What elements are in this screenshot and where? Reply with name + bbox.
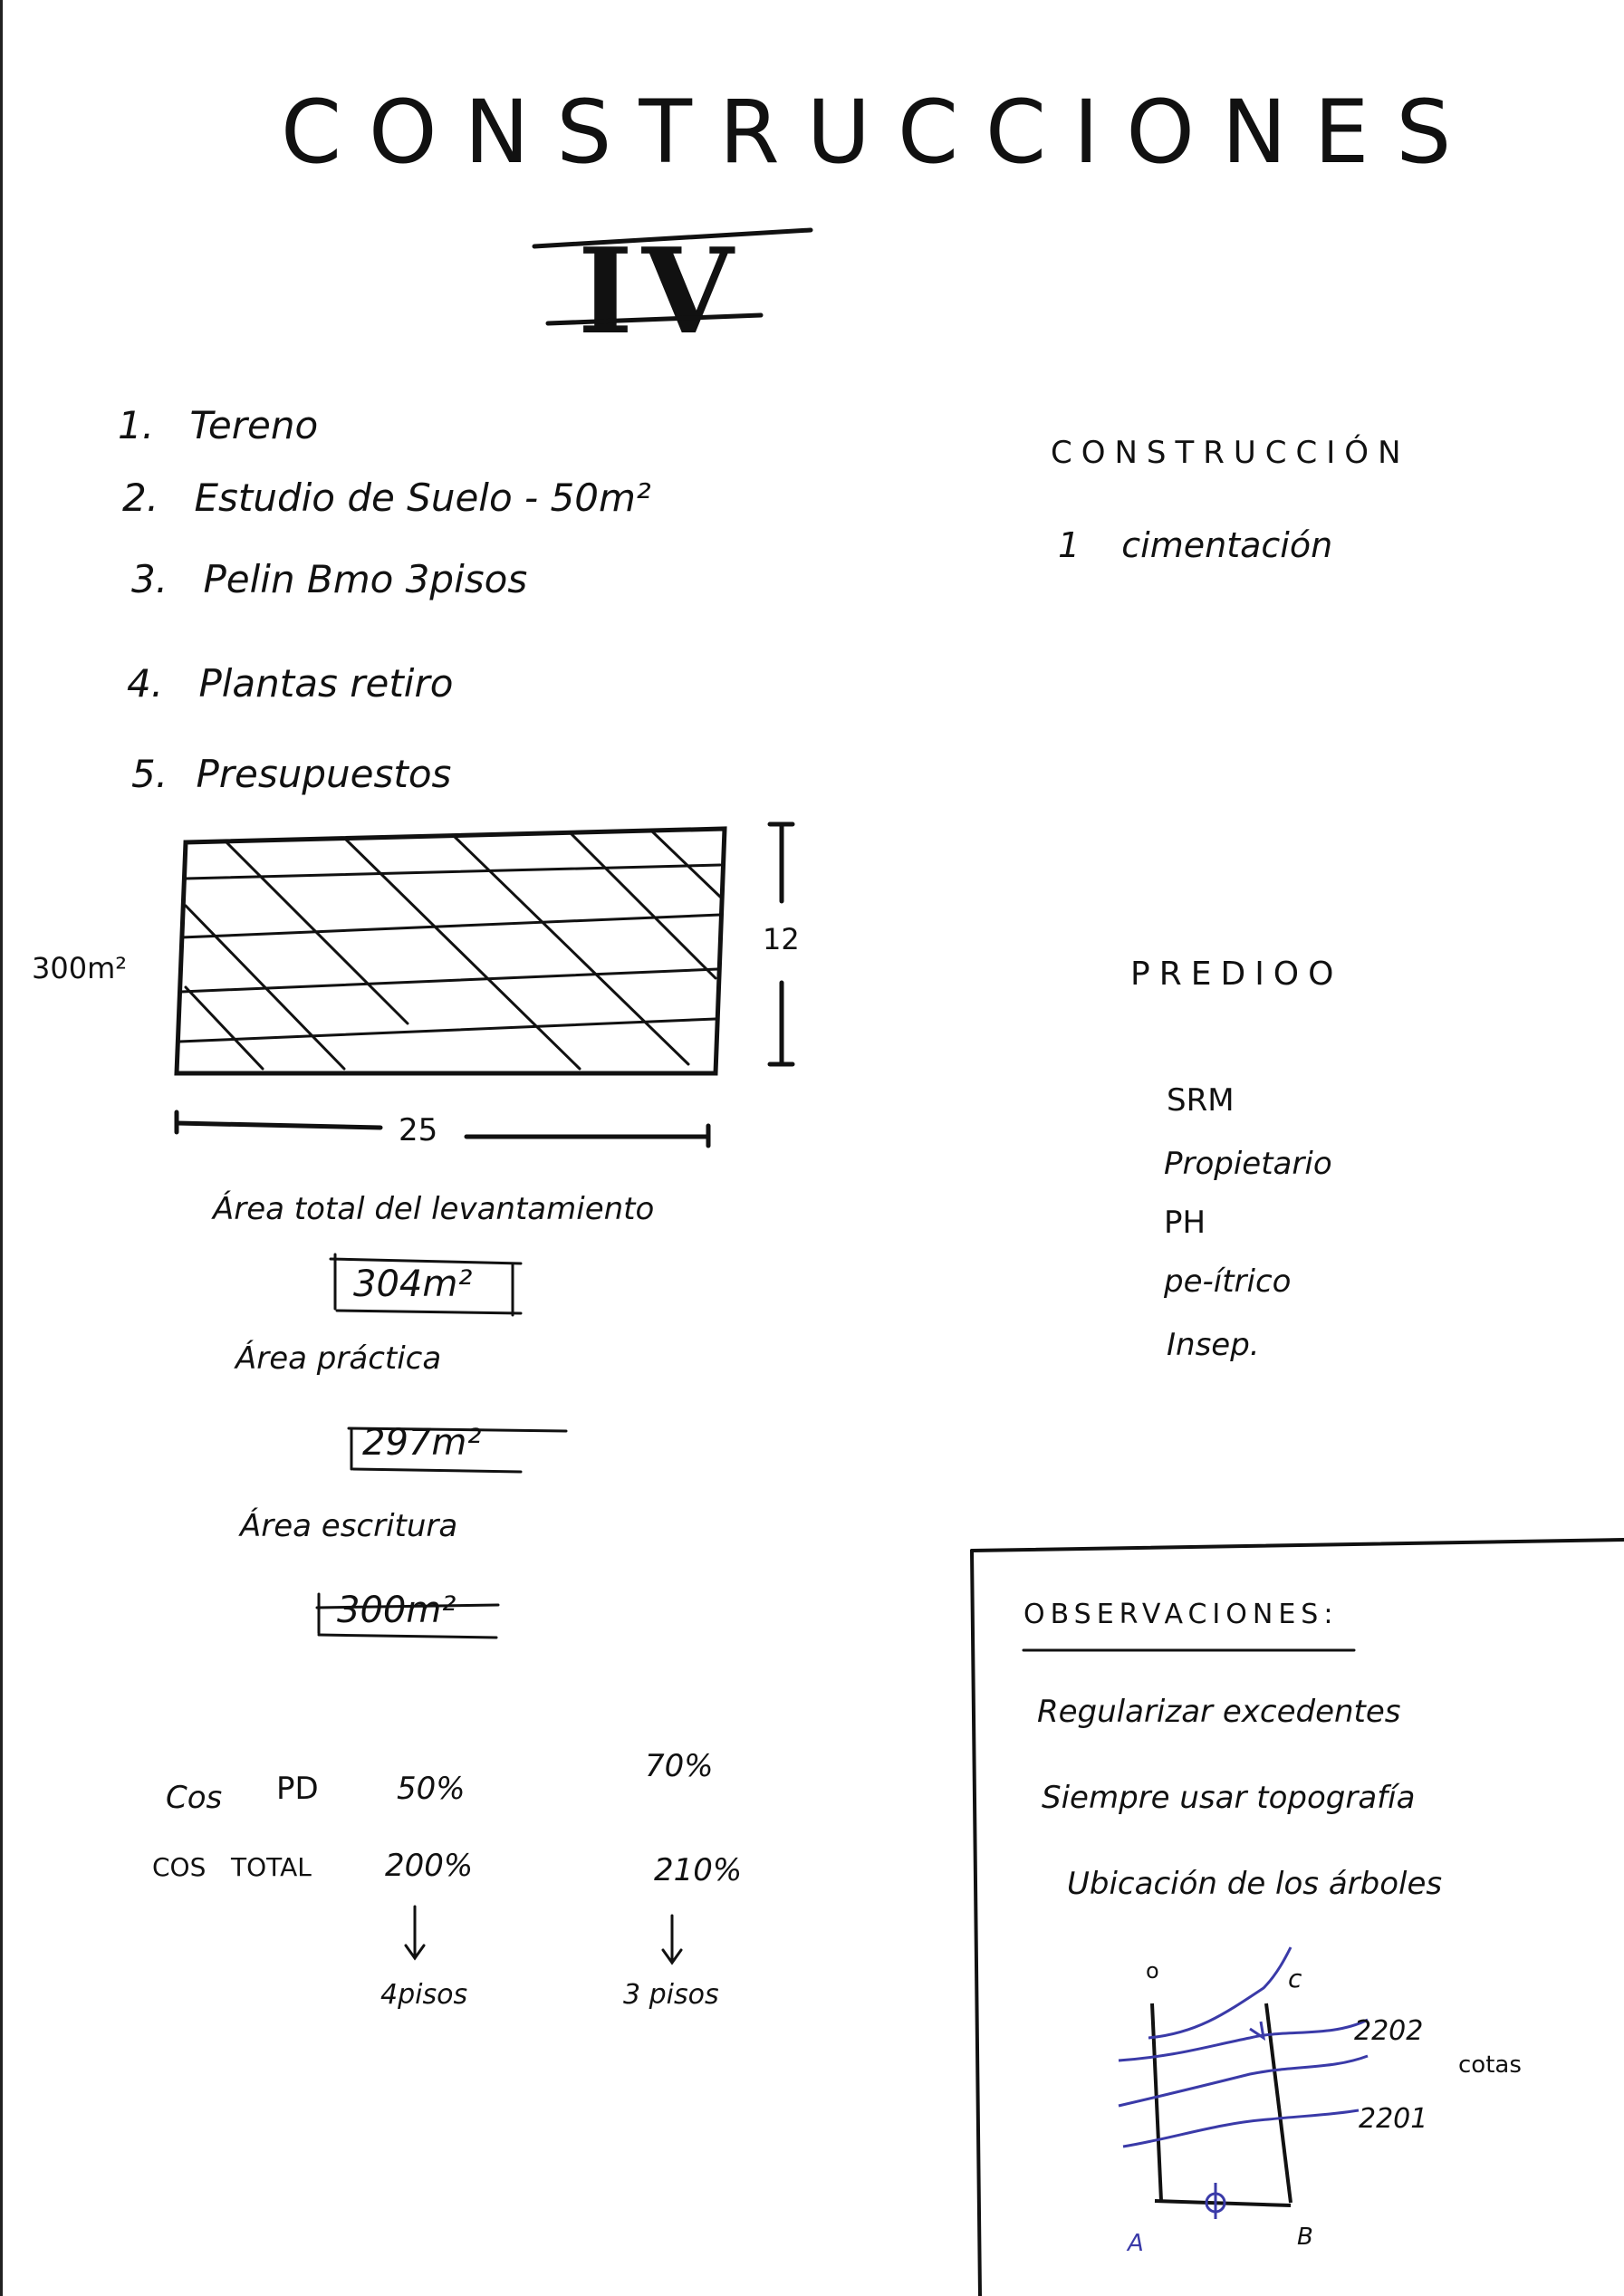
cos-pd-value1: 50%: [397, 1771, 466, 1807]
construccion-item-text: cimentación: [1121, 525, 1333, 565]
cos-result1: 4pisos: [380, 1979, 468, 2011]
list-item-number: 2.: [122, 476, 159, 520]
sketch-cota-label: cotas: [1458, 2051, 1522, 2079]
predio-item: Propietario: [1164, 1146, 1332, 1182]
area-total-value: 304m²: [353, 1263, 473, 1305]
predio-item: pe-ítrico: [1164, 1263, 1292, 1300]
sketch-label-c: c: [1288, 1964, 1302, 1993]
cos-total-value1: 200%: [385, 1848, 474, 1884]
predio-heading: PREDIOO: [1130, 956, 1343, 993]
page-subtitle: IV: [578, 222, 743, 360]
predio-item: SRM: [1167, 1082, 1235, 1119]
lot-width-label: 25: [399, 1112, 438, 1148]
sketch-label-o: o: [1146, 1958, 1159, 1984]
area-total-label: Área total del levantamiento: [213, 1191, 655, 1227]
lot-area-label: 300m²: [32, 951, 128, 985]
lot-outline: [177, 829, 725, 1073]
observacion-line: Regularizar excedentes: [1037, 1694, 1401, 1730]
area-escritura-label: Área escritura: [240, 1508, 458, 1544]
construccion-heading: CONSTRUCCIÓN: [1051, 435, 1410, 471]
cos-pd-label: Cos: [166, 1780, 223, 1816]
area-practica-value: 297m²: [362, 1422, 482, 1464]
area-escritura-value: 300m²: [337, 1590, 456, 1631]
list-item-text: Tereno: [189, 403, 319, 447]
sketch-cota2: 2201: [1359, 2103, 1428, 2135]
sketch-label-a: A: [1128, 2230, 1144, 2257]
area-practica-label: Área práctica: [235, 1340, 442, 1377]
page-title: CONSTRUCCIONES: [281, 82, 1479, 183]
sketch-cota1: 2202: [1354, 2015, 1424, 2047]
cos-total-label2: TOTAL: [231, 1852, 312, 1882]
predio-item: Insep.: [1167, 1327, 1260, 1363]
list-item-number: 3.: [131, 557, 168, 601]
list-item-number: 5.: [131, 752, 168, 796]
list-item-text: Estudio de Suelo - 50m²: [194, 476, 651, 520]
observacion-line: Ubicación de los árboles: [1067, 1866, 1443, 1902]
cos-total-label: COS: [152, 1852, 207, 1882]
list-item-text: Presupuestos: [196, 752, 452, 796]
sketch-label-b: B: [1297, 2224, 1313, 2251]
predio-item: PH: [1164, 1205, 1206, 1241]
cos-pd-value2: 70%: [645, 1748, 714, 1784]
observaciones-heading: OBSERVACIONES:: [1023, 1599, 1339, 1630]
list-item-number: 1.: [118, 403, 155, 447]
observacion-line: Siempre usar topografía: [1042, 1780, 1416, 1816]
lot-height-label: 12: [763, 922, 800, 956]
cos-pd-label2: PD: [276, 1771, 319, 1807]
construccion-item-number: 1: [1058, 525, 1081, 565]
cos-total-value2: 210%: [654, 1852, 743, 1888]
list-item-text: Pelin Bmo 3pisos: [203, 557, 528, 601]
list-item-text: Plantas retiro: [198, 661, 454, 706]
cos-result2: 3 pisos: [623, 1979, 719, 2011]
list-item-number: 4.: [127, 661, 164, 706]
